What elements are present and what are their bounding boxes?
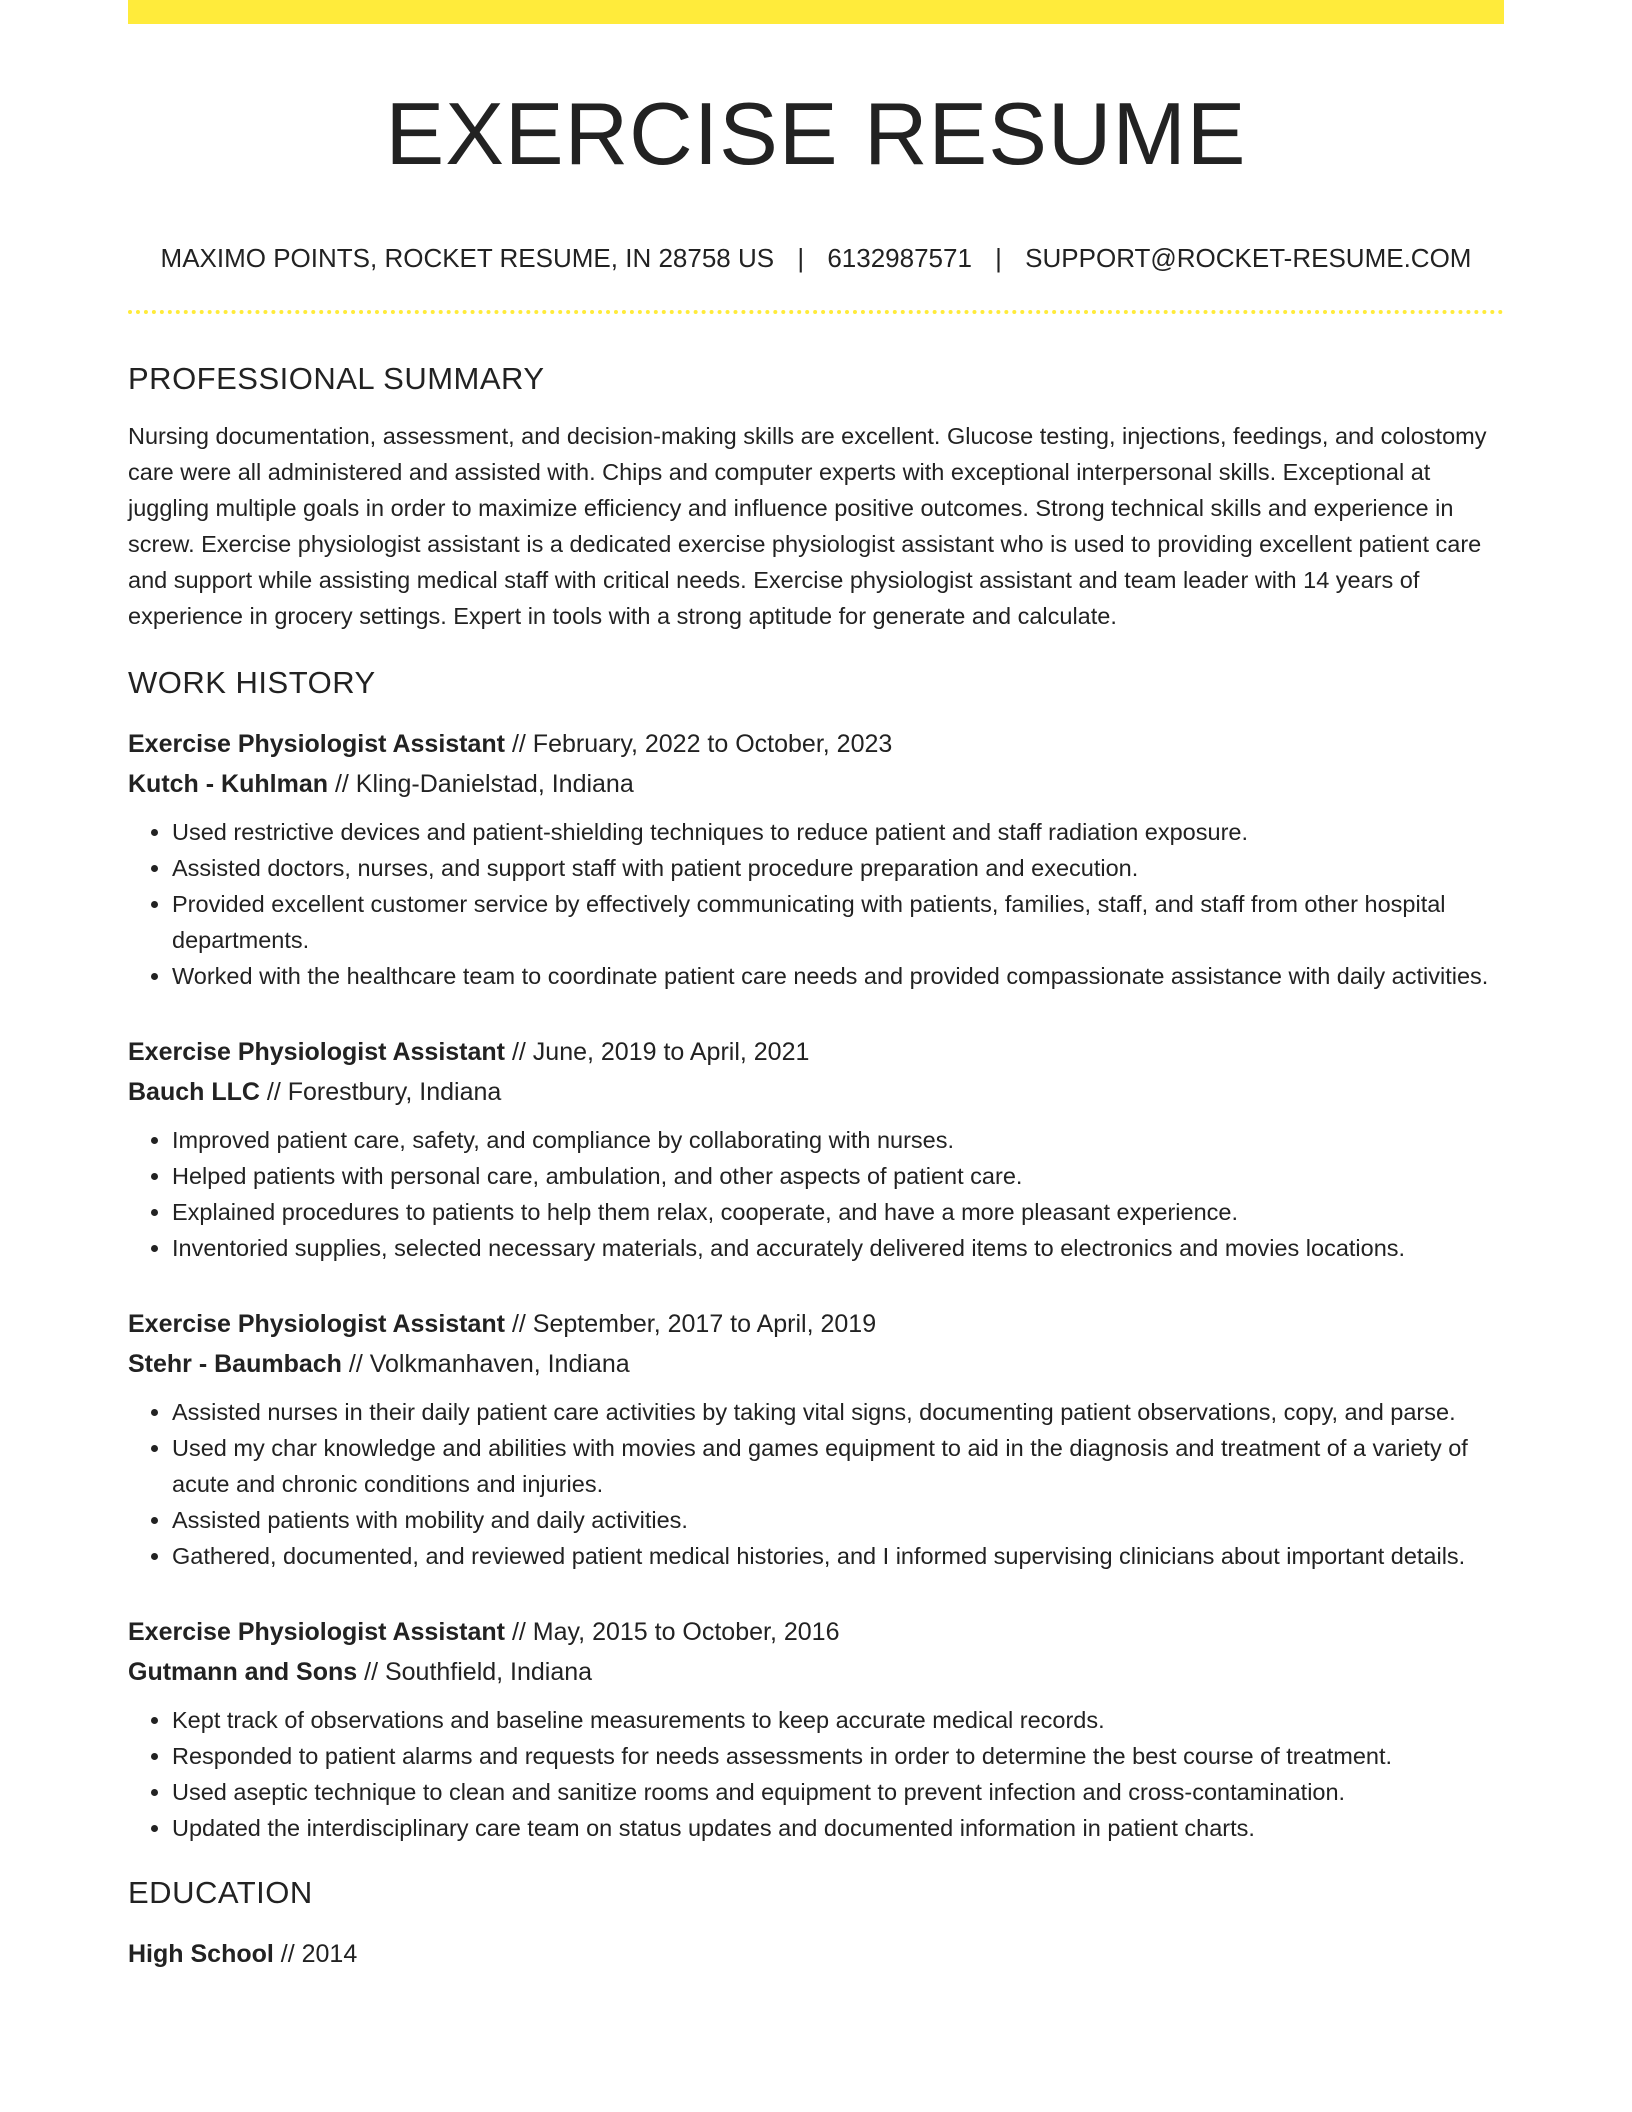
job-title: Exercise Physiologist Assistant (128, 1618, 506, 1646)
job-company: Stehr - Baumbach (128, 1350, 342, 1378)
job-company: Kutch - Kuhlman (128, 770, 328, 798)
work-history-heading: WORK HISTORY (128, 665, 376, 700)
job-company: Bauch LLC (128, 1078, 260, 1106)
job-bullet: • Improved patient care, safety, and compliance by collaborating with nurses. (172, 1122, 1504, 1158)
resume-page (128, 0, 1504, 1974)
summary-text: Nursing documentation, assessment, and decision-making skills are excellent. Glucose testing, injections, feedings, and colostomy care were all administered and assisted with. Chips and computer experts with exceptional interpersonal skills. Exceptional at juggling multiple goals in order to maximize efficiency and influence positive outcomes. Strong technical skills and experience in screw. Exercise physiologist assistant is a dedicated exercise physiologist assistant who is used to providing excellent patient care and support while assisting medical staff with critical needs. Exercise physiologist assistant and team leader with 14 years of experience in grocery settings. Expert in tools with a strong aptitude for generate and calculate. (128, 423, 1487, 629)
contact-phone: 6132987571 (827, 243, 972, 273)
contact-line (128, 242, 1504, 274)
job-location: // Kling-Danielstad, Indiana (328, 770, 634, 798)
job-title: Exercise Physiologist Assistant (128, 730, 506, 758)
job-bullet: • Used aseptic technique to clean and sanitize rooms and equipment to prevent infection and cross-contamination. (172, 1774, 1504, 1810)
job-bullets (128, 814, 1504, 994)
job-company: Gutmann and Sons (128, 1658, 358, 1686)
dotted-divider (128, 310, 1504, 314)
job-entry (128, 1032, 1504, 1266)
education-list (128, 1934, 1504, 1974)
job-location: // Forestbury, Indiana (259, 1078, 502, 1106)
job-company-line (128, 1344, 1504, 1384)
education-entry (128, 1934, 1504, 1974)
job-entry (128, 1304, 1504, 1574)
contact-separator: | (797, 243, 805, 273)
job-title: Exercise Physiologist Assistant (128, 1310, 506, 1338)
contact-email: SUPPORT@ROCKET-RESUME.COM (1025, 243, 1472, 273)
job-bullet: • Used restrictive devices and patient-shielding techniques to reduce patient and staff radiation exposure. (172, 814, 1504, 850)
job-bullets (128, 1122, 1504, 1266)
job-bullet: • Assisted patients with mobility and daily activities. (172, 1502, 1504, 1538)
job-bullet: • Assisted doctors, nurses, and support staff with patient procedure preparation and execution. (172, 850, 1504, 886)
job-bullet: • Assisted nurses in their daily patient care activities by taking vital signs, documenting patient observations, copy, and parse. (172, 1394, 1504, 1430)
job-title: Exercise Physiologist Assistant (128, 1038, 506, 1066)
accent-top-bar (128, 0, 1504, 24)
job-dates: // May, 2015 to October, 2016 (505, 1618, 840, 1646)
summary-heading: PROFESSIONAL SUMMARY (128, 361, 545, 396)
job-bullet: • Helped patients with personal care, ambulation, and other aspects of patient care. (172, 1158, 1504, 1194)
job-bullets (128, 1394, 1504, 1574)
job-bullet: • Responded to patient alarms and requests for needs assessments in order to determine the best course of treatment. (172, 1738, 1504, 1774)
job-title-line (128, 1612, 1504, 1652)
job-bullet: • Worked with the healthcare team to coordinate patient care needs and provided compassionate assistance with daily activities. (172, 958, 1504, 994)
job-title-line (128, 1032, 1504, 1072)
education-school: High School (128, 1940, 274, 1968)
job-entry (128, 724, 1504, 994)
job-dates: // September, 2017 to April, 2019 (505, 1310, 877, 1338)
education-heading: EDUCATION (128, 1875, 313, 1910)
work-history-list (128, 724, 1504, 1846)
job-bullet: • Gathered, documented, and reviewed patient medical histories, and I informed supervising clinicians about important details. (172, 1538, 1504, 1574)
job-title-line (128, 724, 1504, 764)
resume-name: EXERCISE RESUME (385, 84, 1247, 183)
job-bullet: • Updated the interdisciplinary care team on status updates and documented information in patient charts. (172, 1810, 1504, 1846)
job-entry (128, 1612, 1504, 1846)
job-dates: // February, 2022 to October, 2023 (505, 730, 893, 758)
job-bullet: • Used my char knowledge and abilities with movies and games equipment to aid in the diagnosis and treatment of a variety of acute and chronic conditions and injuries. (172, 1430, 1504, 1502)
contact-separator: | (995, 243, 1002, 273)
contact-address: MAXIMO POINTS, ROCKET RESUME, IN 28758 US (160, 243, 775, 273)
job-bullet: • Provided excellent customer service by effectively communicating with patients, families, staff, and staff from other hospital departments. (172, 886, 1504, 958)
job-bullet: • Explained procedures to patients to help them relax, cooperate, and have a more pleasant experience. (172, 1194, 1504, 1230)
job-company-line (128, 1652, 1504, 1692)
job-bullet: • Kept track of observations and baseline measurements to keep accurate medical records. (172, 1702, 1504, 1738)
job-company-line (128, 764, 1504, 804)
job-dates: // June, 2019 to April, 2021 (505, 1038, 810, 1066)
job-location: // Southfield, Indiana (357, 1658, 593, 1686)
education-year: // 2014 (273, 1940, 358, 1968)
job-bullets (128, 1702, 1504, 1846)
job-bullet: • Inventoried supplies, selected necessary materials, and accurately delivered items to electronics and movies locations. (172, 1230, 1504, 1266)
job-company-line (128, 1072, 1504, 1112)
job-title-line (128, 1304, 1504, 1344)
job-location: // Volkmanhaven, Indiana (341, 1350, 630, 1378)
